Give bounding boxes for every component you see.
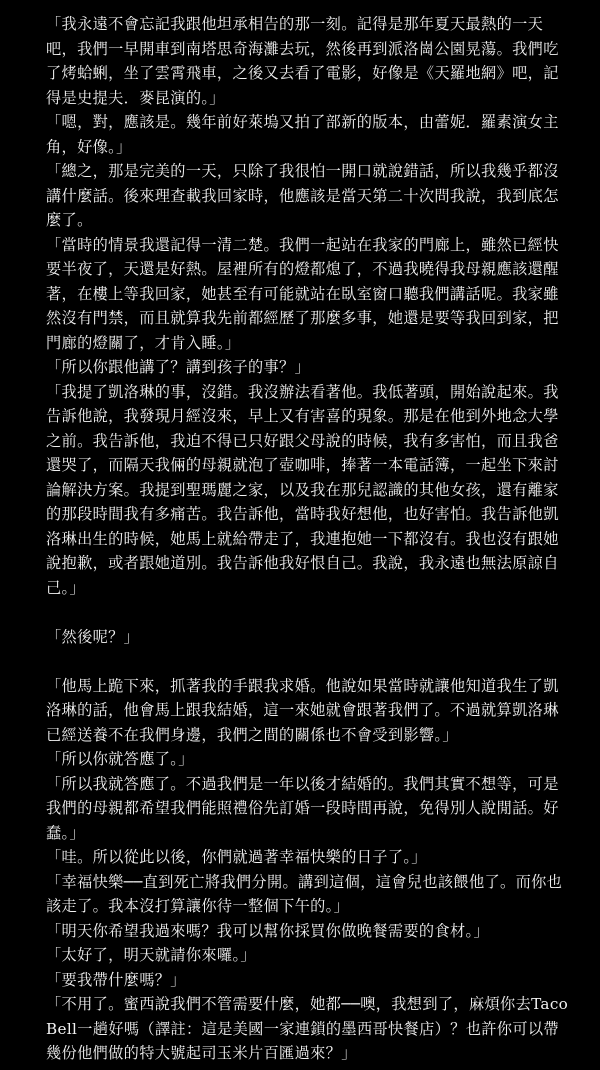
paragraph: 「不用了。蜜西說我們不管需要什麼，她都──噢，我想到了，麻煩你去Taco Bell一趟好嗎（譯註：這是美國一家連鎖的墨西哥快餐店）？也許你可以帶幾份他們做的特大號起司玉米片百匯過來？」: [46, 995, 569, 1062]
paragraph: 「然後呢？」: [46, 627, 140, 646]
paragraph: 「幸福快樂──直到死亡將我們分開。講到這個，這會兒也該餵他了。而你也該走了。我本沒打算讓你待一整個下午的。」: [46, 872, 563, 915]
paragraph: 「總之，那是完美的一天，只除了我很怕一開口就說錯話，所以我幾乎都沒講什麼話。後來理查載我回家時，他應該是當天第二十次問我說，我到底怎麼了。: [46, 162, 559, 229]
paragraph: 「當時的情景我還記得一清二楚。我們一起站在我家的門廊上，雖然已經快要半夜了，天還是好熱。屋裡所有的燈都熄了，不過我曉得我母親應該還醒著，在樓上等我回家，她甚至有可能就站在臥室窗口聽我們講話呢。我家雖然沒有門禁，而且就算我先前都經歷了那麼多事，她還是要等我回到家，把門廊的燈關了，才肯入睡。」: [46, 235, 559, 352]
paragraph: 「要我帶什麼嗎？」: [46, 970, 186, 989]
blank-line: [46, 649, 574, 674]
paragraph: 「所以你跟他講了？講到孩子的事？」: [46, 358, 311, 376]
paragraph: 「明天你希望我過來嗎？我可以幫你採買你做晚餐需要的食材。」: [46, 921, 489, 940]
paragraph: 「太好了，明天就請你來囉。」: [46, 946, 256, 964]
paragraph: 「我永遠不會忘記我跟他坦承相告的那一刻。記得是那年夏天最熱的一天吧，我們一早開車到南塔思奇海灘去玩，然後再到派洛崗公園晃蕩。我們吃了烤蛤蜊，坐了雲霄飛車，之後又去看了電影，好像是《天羅地網》吧，記得是史提夫．麥昆演的。」: [46, 15, 559, 107]
paragraph: 「嗯，對，應該是。幾年前好萊塢又拍了部新的版本，由蕾妮．羅素演女主角，好像。」: [46, 113, 559, 156]
blank-line: [46, 600, 574, 625]
paragraph: 「哇。所以從此以後，你們就過著幸福快樂的日子了。」: [46, 848, 427, 866]
paragraph: 「他馬上跪下來，抓著我的手跟我求婚。他說如果當時就讓他知道我生了凱洛琳的話，他會馬上跟我結婚，這一來她就會跟著我們了。不過就算凱洛琳已經送養不在我們身邊，我們之間的關係也不會受到影響。」: [46, 676, 559, 744]
paragraph: 「所以我就答應了。不過我們是一年以後才結婚的。我們其實不想等，可是我們的母親都希望我們能照禮俗先訂婚一段時間再說，免得別人說閒話。好蠢。」: [46, 774, 559, 842]
paragraph: 「我提了凱洛琳的事，沒錯。我沒辦法看著他。我低著頭，開始說起來。我告訴他說，我發現月經沒來，早上又有害喜的現象。那是在他到外地念大學之前。我告訴他，我迫不得已只好跟父母說的時候，我有多害怕，而且我爸還哭了，而隔天我倆的母親就泡了壺咖啡，捧著一本電話簿，一起坐下來討論解決方案。我提到聖瑪麗之家，以及我在那兒認識的其他女孩，還有離家的那段時間我有多痛苦。我告訴他，當時我好想他，也好害怕。我告訴他凱洛琳出生的時候，她馬上就給帶走了，我連抱她一下都沒有。我也沒有跟她說抱歉，或者跟她道別。我告訴他我好恨自己。我說，我永遠也無法原諒自己。」: [46, 382, 559, 597]
paragraph: 「所以你就答應了。」: [46, 750, 194, 768]
